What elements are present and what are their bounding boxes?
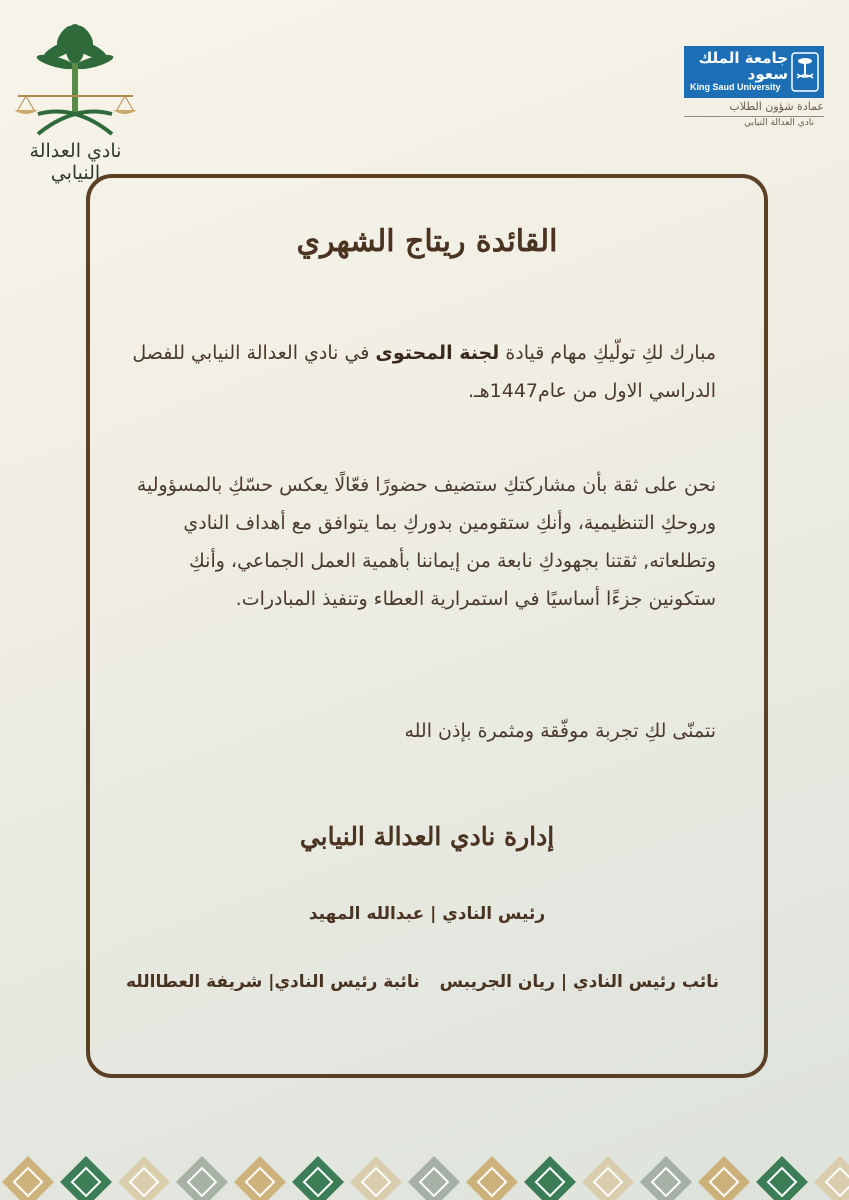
- management-heading: إدارة نادي العدالة النيابي: [299, 822, 555, 851]
- footer-pattern: [0, 1138, 849, 1200]
- pattern-diamond: [2, 1156, 54, 1200]
- committee-name: لجنة المحتوى: [375, 342, 500, 364]
- vice-president-signature: نائب رئيس النادي | ريان الجريبس: [439, 972, 719, 992]
- pattern-diamond: [60, 1156, 112, 1200]
- pattern-diamond: [408, 1156, 460, 1200]
- ksu-logo-box: [684, 46, 824, 98]
- pattern-diamond: [698, 1156, 750, 1200]
- p1-before: مبارك لكِ تولّيكِ مهام قيادة: [499, 342, 716, 364]
- pattern-diamond: [234, 1156, 286, 1200]
- pattern-diamond: [756, 1156, 808, 1200]
- pattern-diamond: [292, 1156, 344, 1200]
- ksu-logo: [684, 46, 824, 138]
- club-logo-text: نادي العدالة النيابي: [29, 140, 122, 184]
- pattern-diamond: [582, 1156, 634, 1200]
- club-small-text: نادي العدالة النيابي: [744, 118, 814, 128]
- pattern-diamond: [118, 1156, 170, 1200]
- deanship-text: عمادة شؤون الطلاب: [729, 100, 824, 113]
- paragraph-2: نحن على ثقة بأن مشاركتكِ ستضيف حضورًا فعّالًا يعكس حسّكِ بالمسؤولية وروحكِ التنظيمية، وأنكِ ستقومين بدوركِ بما يتوافق مع أهداف النادي وتطلعاته, ثقتنا بجهودكِ نابعة من إيماننا بأهمية العمل الجماعي، وأنكِ ستكونين جزءًا أساسيًا في استمرارية العطاء وتنفيذ المبادرات.: [136, 474, 716, 610]
- pattern-diamond: [524, 1156, 576, 1200]
- pattern-diamond: [176, 1156, 228, 1200]
- pattern-diamond: [466, 1156, 518, 1200]
- p1-after: في نادي العدالة النيابي للفصل الدراسي الاول من عام1447هـ.: [132, 342, 716, 402]
- vice-president-f-signature: نائبة رئيس النادي| شريفة العطاالله: [126, 972, 420, 992]
- ksu-emblem-icon: [791, 52, 819, 92]
- pattern-diamond: [640, 1156, 692, 1200]
- ksu-name-ar: جامعة الملك سعود: [698, 49, 788, 83]
- letter-title: القائدة ريتاج الشهري: [296, 224, 558, 259]
- president-signature: رئيس النادي | عبدالله المهيد: [308, 904, 546, 924]
- paragraph-1: [130, 334, 716, 410]
- pattern-diamond: [350, 1156, 402, 1200]
- ksu-divider: [684, 116, 824, 117]
- club-logo: [8, 22, 143, 184]
- ksu-name-en: King Saud University: [690, 82, 781, 92]
- palm-swords-scales-icon: [8, 22, 143, 137]
- letter-frame: [86, 174, 768, 1078]
- paragraph-3: نتمنّى لكِ تجربة موفّقة ومثمرة بإذن الله: [404, 720, 716, 742]
